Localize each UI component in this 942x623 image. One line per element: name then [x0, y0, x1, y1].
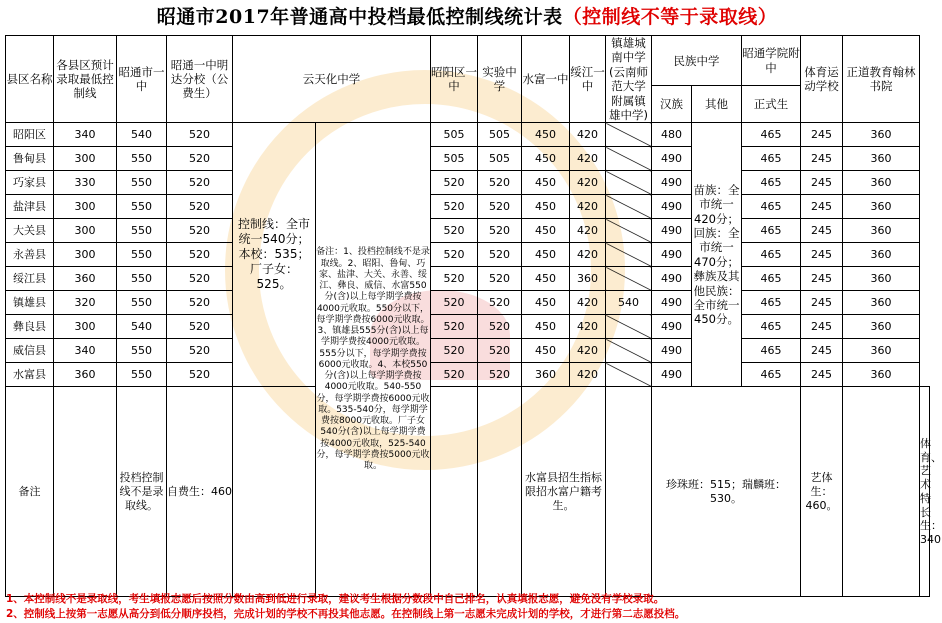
remarks-predicted [54, 387, 117, 597]
han-cell: 490 [652, 195, 692, 219]
remarks-shiyan [478, 387, 522, 597]
tiyu-cell: 245 [801, 123, 843, 147]
xueyuan-cell: 465 [742, 243, 801, 267]
zhaoyang-cell: 505 [431, 147, 478, 171]
county-cell: 鲁甸县 [6, 147, 54, 171]
zhenxiong-cell [606, 315, 652, 339]
tiyu-cell: 245 [801, 267, 843, 291]
zhaoyang-cell: 520 [431, 195, 478, 219]
header-xueyuan: 昭通学院附中 [742, 36, 801, 86]
table-row [6, 195, 930, 219]
mingda-cell: 520 [167, 291, 233, 315]
zhengdao-cell: 360 [843, 147, 920, 171]
predicted-cell: 320 [54, 291, 117, 315]
remarks-zhengdao: 体育、艺术特长生：340 [920, 387, 930, 597]
mingda-cell: 520 [167, 171, 233, 195]
han-cell: 490 [652, 171, 692, 195]
zhenxiong-cell [606, 243, 652, 267]
predicted-cell: 300 [54, 147, 117, 171]
header-zt1: 昭通市一中 [117, 36, 167, 123]
shiyan-cell: 520 [478, 243, 522, 267]
shiyan-cell: 520 [478, 171, 522, 195]
remarks-zhaoyang [431, 387, 478, 597]
suijiang-cell: 420 [570, 339, 606, 363]
header-predicted: 各县区预计录取最低控制线 [54, 36, 117, 123]
header-county: 县区名称 [6, 36, 54, 123]
zhengdao-cell: 360 [843, 219, 920, 243]
shiyan-cell: 520 [478, 267, 522, 291]
mingda-cell: 520 [167, 147, 233, 171]
shuifu-cell: 450 [522, 219, 570, 243]
xueyuan-cell: 465 [742, 363, 801, 387]
zhaoyang-cell: 505 [431, 123, 478, 147]
zhengdao-cell: 360 [843, 339, 920, 363]
zhenxiong-cell [606, 363, 652, 387]
suijiang-cell: 420 [570, 315, 606, 339]
table-row [6, 267, 930, 291]
mingda-cell: 520 [167, 195, 233, 219]
header-other: 其他 [692, 86, 742, 123]
header-han: 汉族 [652, 86, 692, 123]
footer-notes [6, 592, 931, 622]
han-cell: 480 [652, 123, 692, 147]
minzu-other-cell: 苗族：全市统一420分；回族：全市统一470分；彝族及其他民族：全市统一450分。 [692, 123, 742, 387]
han-cell: 490 [652, 219, 692, 243]
suijiang-cell: 420 [570, 219, 606, 243]
shiyan-cell: 505 [478, 147, 522, 171]
mingda-cell: 520 [167, 363, 233, 387]
zt1-cell: 550 [117, 267, 167, 291]
table-row [6, 339, 930, 363]
zhenxiong-cell: 540 [606, 291, 652, 315]
zhaoyang-cell: 520 [431, 243, 478, 267]
footer-note: 2、控制线上按第一志愿从高分到低分顺序投档，完成计划的学校不再投其他志愿。在控制线上第一志愿未完成计划的学校，才进行第二志愿投档。 [6, 608, 686, 620]
xueyuan-cell: 465 [742, 291, 801, 315]
tiyu-cell: 245 [801, 291, 843, 315]
han-cell: 490 [652, 315, 692, 339]
remarks-tiyu [843, 387, 920, 597]
shuifu-cell: 450 [522, 123, 570, 147]
county-cell: 昭阳区 [6, 123, 54, 147]
county-cell: 彝良县 [6, 315, 54, 339]
remarks-label: 备注 [6, 387, 54, 597]
header-shiyan: 实验中学 [478, 36, 522, 123]
tiyu-cell: 245 [801, 219, 843, 243]
suijiang-cell: 420 [570, 195, 606, 219]
mingda-cell: 520 [167, 123, 233, 147]
xueyuan-cell: 465 [742, 195, 801, 219]
han-cell: 490 [652, 339, 692, 363]
shiyan-cell: 520 [478, 363, 522, 387]
mingda-cell: 520 [167, 243, 233, 267]
mingda-cell: 520 [167, 339, 233, 363]
header-zhengshi: 正式生 [742, 86, 801, 123]
remarks-minzu: 珍珠班：515；瑞麟班：530。 [652, 387, 801, 597]
han-cell: 490 [652, 267, 692, 291]
page-title [0, 0, 934, 34]
han-cell: 490 [652, 363, 692, 387]
zt1-cell: 550 [117, 243, 167, 267]
shiyan-cell: 520 [478, 195, 522, 219]
xueyuan-cell: 465 [742, 339, 801, 363]
zhengdao-cell: 360 [843, 195, 920, 219]
zhaoyang-cell: 520 [431, 339, 478, 363]
shuifu-cell: 450 [522, 315, 570, 339]
header-tiyu: 体育运动学校 [801, 36, 843, 123]
header-suijiang: 绥江一中 [570, 36, 606, 123]
zt1-cell: 540 [117, 315, 167, 339]
header-zhenxiong: 镇雄城南中学(云南师范大学附属镇雄中学) [606, 36, 652, 123]
county-cell: 水富县 [6, 363, 54, 387]
zhenxiong-cell [606, 267, 652, 291]
yuntianhua-note-cell: 备注：1、投档控制线不是录取线。2、昭阳、鲁甸、巧家、盐津、大关、永善、绥江、彝良、威信、水富550分(含)以上每学期学费按4000元收取。550分以下，每学期学费按6000元收取。3、镇雄县555分(含)以上每学期学费按4000元收取。555分以下，每学期学费按6000元收取。4、本校550分(含)以上每学期学费按4000元收取。540-550分，每学期学费按6000元收取。535-540分，每学期学费按8000元收取。厂子女540分(含)以上每学期学费按4000元收取，525-540分，每学期学费按5000元收取。 [316, 123, 431, 597]
zhenxiong-cell [606, 219, 652, 243]
predicted-cell: 340 [54, 123, 117, 147]
tiyu-cell: 245 [801, 315, 843, 339]
tiyu-cell: 245 [801, 147, 843, 171]
table-row [6, 315, 930, 339]
shiyan-cell: 505 [478, 123, 522, 147]
zhengdao-cell: 360 [843, 123, 920, 147]
header-yuntianhua: 云天化中学 [233, 36, 431, 123]
table-row [6, 219, 930, 243]
shiyan-cell: 520 [478, 339, 522, 363]
predicted-cell: 340 [54, 339, 117, 363]
xueyuan-cell: 465 [742, 267, 801, 291]
zhaoyang-cell: 520 [431, 291, 478, 315]
suijiang-cell: 420 [570, 243, 606, 267]
county-cell: 大关县 [6, 219, 54, 243]
remarks-shuifu: 水富县招生指标限招水富户籍考生。 [522, 387, 606, 597]
predicted-cell: 360 [54, 363, 117, 387]
tiyu-cell: 245 [801, 195, 843, 219]
zhengdao-cell: 360 [843, 267, 920, 291]
suijiang-cell: 420 [570, 123, 606, 147]
zhengdao-cell: 360 [843, 291, 920, 315]
zhaoyang-cell: 520 [431, 315, 478, 339]
predicted-cell: 300 [54, 315, 117, 339]
zt1-cell: 550 [117, 195, 167, 219]
mingda-cell: 520 [167, 219, 233, 243]
predicted-cell: 360 [54, 267, 117, 291]
zhengdao-cell: 360 [843, 315, 920, 339]
shuifu-cell: 450 [522, 339, 570, 363]
zhenxiong-cell [606, 195, 652, 219]
mingda-cell: 520 [167, 267, 233, 291]
table-row [6, 291, 930, 315]
remarks-xueyuan: 艺体生：460。 [801, 387, 843, 597]
county-cell: 巧家县 [6, 171, 54, 195]
remarks-yuntianhua [233, 387, 316, 597]
county-cell: 盐津县 [6, 195, 54, 219]
county-cell: 威信县 [6, 339, 54, 363]
shiyan-cell: 520 [478, 219, 522, 243]
footer-note: 1、本控制线不是录取线，考生填报志愿后按照分数由高到低进行录取，建议考生根据分数段中自己排名，认真填报志愿，避免没有学校录取。 [6, 593, 665, 605]
remarks-row [6, 387, 930, 597]
header-row [6, 36, 930, 86]
shuifu-cell: 360 [522, 363, 570, 387]
zt1-cell: 550 [117, 147, 167, 171]
table-row [6, 171, 930, 195]
header-shuifu: 水富一中 [522, 36, 570, 123]
predicted-cell: 330 [54, 171, 117, 195]
zhengdao-cell: 360 [843, 243, 920, 267]
title-main: 昭通市2017年普通高中投档最低控制线统计表 [156, 6, 563, 28]
zt1-cell: 540 [117, 123, 167, 147]
zt1-cell: 550 [117, 219, 167, 243]
zt1-cell: 550 [117, 291, 167, 315]
shiyan-cell: 520 [478, 291, 522, 315]
shuifu-cell: 450 [522, 195, 570, 219]
zhaoyang-cell: 520 [431, 267, 478, 291]
zhaoyang-cell: 520 [431, 171, 478, 195]
zhaoyang-cell: 520 [431, 219, 478, 243]
han-cell: 490 [652, 243, 692, 267]
suijiang-cell: 420 [570, 171, 606, 195]
remarks-zt1: 投档控制线不是录取线。 [117, 387, 167, 597]
suijiang-cell: 420 [570, 291, 606, 315]
suijiang-cell: 420 [570, 363, 606, 387]
xueyuan-cell: 465 [742, 315, 801, 339]
suijiang-cell: 420 [570, 147, 606, 171]
zhenxiong-cell [606, 123, 652, 147]
predicted-cell: 300 [54, 219, 117, 243]
shiyan-cell: 520 [478, 315, 522, 339]
shuifu-cell: 450 [522, 147, 570, 171]
table-row [6, 363, 930, 387]
zhengdao-cell: 360 [843, 363, 920, 387]
xueyuan-cell: 465 [742, 147, 801, 171]
han-cell: 490 [652, 147, 692, 171]
shuifu-cell: 450 [522, 243, 570, 267]
table-row [6, 147, 930, 171]
tiyu-cell: 245 [801, 171, 843, 195]
zt1-cell: 550 [117, 171, 167, 195]
xueyuan-cell: 465 [742, 219, 801, 243]
tiyu-cell: 245 [801, 363, 843, 387]
control-line-table [5, 35, 942, 597]
zhenxiong-cell [606, 147, 652, 171]
shuifu-cell: 450 [522, 267, 570, 291]
remarks-zhenxiong [606, 387, 652, 597]
shuifu-cell: 450 [522, 171, 570, 195]
yuntianhua-line-cell: 控制线：全市统一540分；本校：535；厂子女：525。 [233, 123, 316, 387]
header-minzu: 民族中学 [652, 36, 742, 86]
shuifu-cell: 450 [522, 291, 570, 315]
predicted-cell: 300 [54, 195, 117, 219]
header-mingda: 昭通一中明达分校（公费生） [167, 36, 233, 123]
zhenxiong-cell [606, 171, 652, 195]
table-row [6, 243, 930, 267]
zt1-cell: 550 [117, 339, 167, 363]
tiyu-cell: 245 [801, 243, 843, 267]
header-zhengdao: 正道教育翰林书院 [843, 36, 920, 123]
zt1-cell: 550 [117, 363, 167, 387]
header-zhaoyang: 昭阳区一中 [431, 36, 478, 123]
xueyuan-cell: 465 [742, 123, 801, 147]
county-cell: 永善县 [6, 243, 54, 267]
zhaoyang-cell: 520 [431, 363, 478, 387]
xueyuan-cell: 465 [742, 171, 801, 195]
county-cell: 镇雄县 [6, 291, 54, 315]
zhengdao-cell: 360 [843, 171, 920, 195]
suijiang-cell: 360 [570, 267, 606, 291]
table-row [6, 123, 930, 147]
county-cell: 绥江县 [6, 267, 54, 291]
tiyu-cell: 245 [801, 339, 843, 363]
remarks-mingda: 自费生：460 [167, 387, 233, 597]
mingda-cell: 520 [167, 315, 233, 339]
zhenxiong-cell [606, 339, 652, 363]
predicted-cell: 300 [54, 243, 117, 267]
title-note: （控制线不等于录取线） [562, 6, 778, 28]
han-cell: 490 [652, 291, 692, 315]
